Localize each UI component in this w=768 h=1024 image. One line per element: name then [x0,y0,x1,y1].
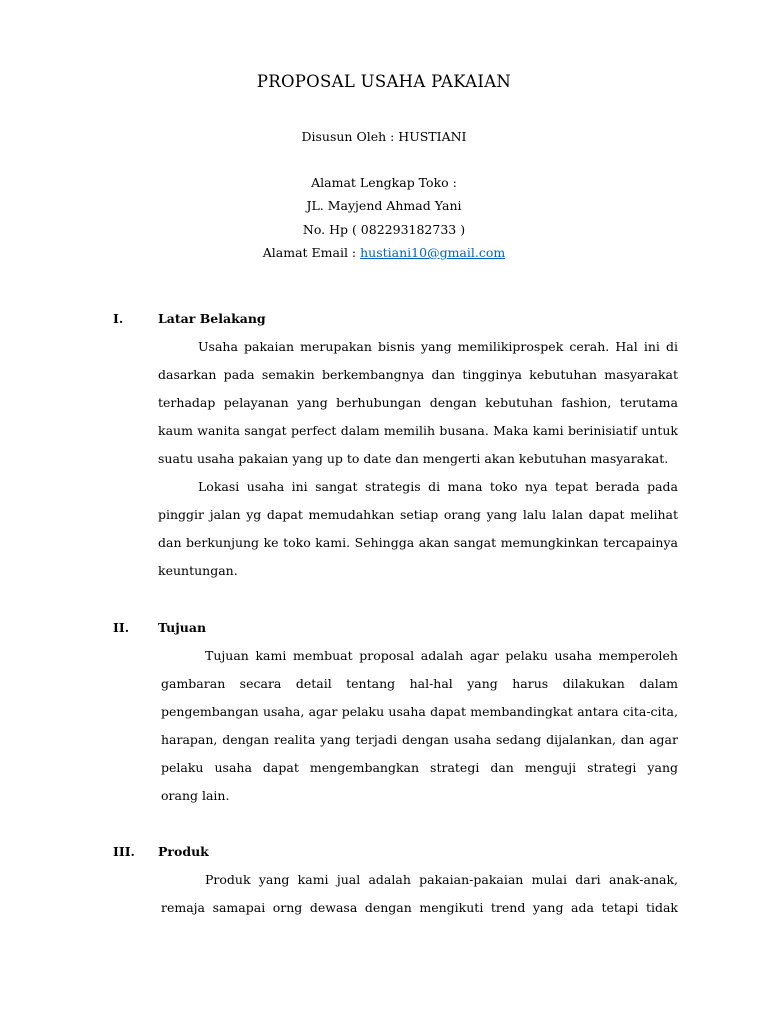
document-title: PROPOSAL USAHA PAKAIAN [256,72,512,91]
email-link[interactable]: hustiani10@gmail.com [360,245,506,260]
section-title-tujuan: Tujuan [158,620,207,635]
email-label: Alamat Email : [262,245,361,260]
section-number-1: I. [113,311,124,326]
paragraph-latar-belakang-1: Usaha pakaian merupakan bisnis yang memilikiprospek cerah. Hal ini di dasarkan pada semakin berkembangnya dan tingginya kebutuhan masyarakat terhadap pelayanan yang berhubungan dengan kebutuhan fashion, terutama kaum wanita sangat perfect dalam memilih busana. Maka kami berinisiatif untuk [158,339,678,438]
paragraph-produk: Produk yang kami jual adalah pakaian-pakaian mulai dari anak-anak, remaja samapai orng dewasa dengan mengikuti trend yang ada tetapi tidak [161,872,678,915]
section-number-2: II. [113,620,130,635]
phone-number: No. Hp ( 082293182733 ) [302,222,466,237]
paragraph-latar-belakang-2: Lokasi usaha ini sangat strategis di mana toko nya tepat berada pada pinggir jalan yg dapat memudahkan setiap orang yang lalu lalan dapat melihat dan berkunjung ke toko kami. Sehingga akan sangat memungkinkan tercapainya [158,479,678,550]
section-title-latar-belakang: Latar Belakang [158,311,266,326]
paragraph-latar-belakang-1-last-line: suatu usaha pakaian yang up to date dan mengerti akan kebutuhan masyarakat. [158,451,669,466]
section-number-3: III. [113,844,135,859]
paragraph-tujuan: Tujuan kami membuat proposal adalah agar pelaku usaha memperoleh gambaran secara detail tentang hal-hal yang harus dilakukan dalam pengembangan usaha, agar pelaku usaha dapat membandingkat antara cita-cita, harapan, dengan realita yang terjadi dengan usaha sedang dijalankan, dan agar pelaku usaha dapat mengembangkan strategi dan menguji strategi yang [161,648,678,775]
paragraph-latar-belakang-2-last-line: keuntungan. [158,563,238,578]
paragraph-tujuan-last-line: orang lain. [161,788,230,803]
address-street: JL. Mayjend Ahmad Yani [306,198,462,213]
address-heading: Alamat Lengkap Toko : [311,175,457,190]
author-line: Disusun Oleh : HUSTIANI [301,129,467,144]
section-title-produk: Produk [158,844,209,859]
email-line [0,245,768,260]
